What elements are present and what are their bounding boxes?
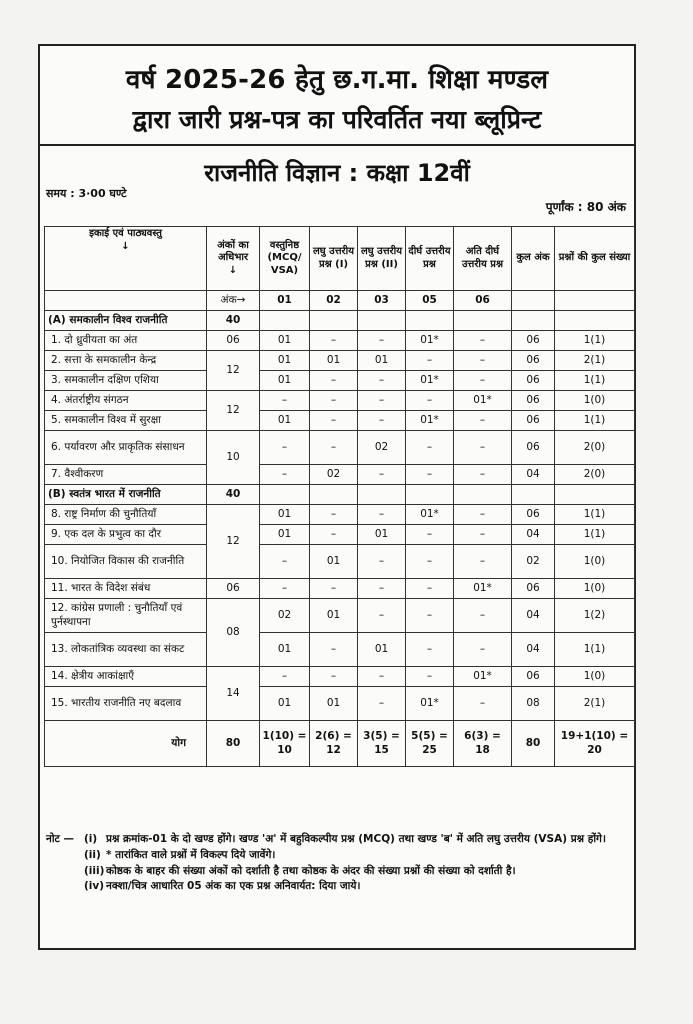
table-cell: 02: [358, 431, 406, 465]
table-cell: –: [310, 525, 358, 545]
table-cell: 06: [512, 579, 555, 599]
table-cell: 01: [260, 411, 310, 431]
table-cell: 05: [406, 291, 454, 311]
table-cell: 19+1(10) = 20: [555, 721, 635, 767]
table-cell: 7. वैश्वीकरण: [45, 465, 207, 485]
table-cell: –: [260, 431, 310, 465]
unit-header-label: इकाई एवं पाठ्यवस्तु: [89, 228, 162, 239]
table-cell: –: [310, 505, 358, 525]
note-item: नोट — (i) प्रश्न क्रमांक-01 के दो खण्ड होंगे। खण्ड 'अ' में बहुविकल्पीय प्रश्न (MCQ) तथा खण्ड 'ब' में अति लघु उत्तरीय (VSA) प्रश्न होंगे।: [46, 832, 626, 848]
table-cell: –: [406, 391, 454, 411]
table-cell: [260, 311, 310, 331]
weight-header-label: अंकों का अधिभार: [217, 239, 249, 264]
table-cell: –: [358, 687, 406, 721]
table-cell: –: [260, 667, 310, 687]
mcq-header: वस्तुनिष्ठ (MCQ/ VSA): [260, 227, 310, 291]
table-cell: 01*: [406, 411, 454, 431]
count-header: प्रश्नों की कुल संख्या: [555, 227, 635, 291]
table-cell: –: [310, 391, 358, 411]
table-cell: 4. अंतर्राष्ट्रीय संगठन: [45, 391, 207, 411]
section-a-label: (A) समकालीन विश्व राजनीति: [45, 311, 207, 331]
table-cell: 8. राष्ट्र निर्माण की चुनौतियाँ: [45, 505, 207, 525]
table-cell: 2(6) = 12: [310, 721, 358, 767]
table-cell: 06: [207, 579, 260, 599]
table-cell: 06: [512, 411, 555, 431]
table-cell: [358, 485, 406, 505]
table-cell: 1(2): [555, 599, 635, 633]
table-cell: 01: [260, 291, 310, 311]
table-cell: 01: [260, 371, 310, 391]
table-cell: [45, 291, 207, 311]
table-cell: –: [454, 505, 512, 525]
table-row: [45, 351, 635, 371]
weight-header: [207, 227, 260, 291]
title-line-2: द्वारा जारी प्रश्न-पत्र का परिवर्तित नया ब्लूप्रिन्ट: [132, 105, 542, 134]
table-cell: 6(3) = 18: [454, 721, 512, 767]
table-cell: 08: [512, 687, 555, 721]
table-cell: 1(1): [555, 633, 635, 667]
table-cell: 06: [512, 505, 555, 525]
table-row: [45, 505, 635, 525]
table-row: [45, 465, 635, 485]
table-cell: 11. भारत के विदेश संबंध: [45, 579, 207, 599]
marks-label: अंक→: [207, 291, 260, 311]
table-cell: 1(0): [555, 391, 635, 411]
table-cell: –: [260, 465, 310, 485]
table-cell: –: [454, 331, 512, 351]
table-cell: –: [310, 579, 358, 599]
blueprint-page: [38, 44, 636, 950]
table-cell: 06: [512, 351, 555, 371]
table-cell: 01: [310, 687, 358, 721]
table-cell: 1. दो ध्रुवीयता का अंत: [45, 331, 207, 351]
table-cell: –: [310, 667, 358, 687]
table-cell: –: [358, 599, 406, 633]
table-cell: 01*: [454, 391, 512, 411]
table-cell: 01: [260, 633, 310, 667]
table-cell: 01*: [454, 667, 512, 687]
header-row: [45, 227, 635, 291]
table-cell: 01*: [454, 579, 512, 599]
table-cell: 02: [260, 599, 310, 633]
table-cell: 2. सत्ता के समकालीन केन्द्र: [45, 351, 207, 371]
table-cell: [555, 311, 635, 331]
table-cell: 06: [454, 291, 512, 311]
table-cell: 01: [358, 525, 406, 545]
table-cell: 6. पर्यावरण और प्राकृतिक संसाधन: [45, 431, 207, 465]
table-row: [45, 391, 635, 411]
table-cell: –: [358, 331, 406, 351]
table-cell: 5. समकालीन विश्व में सुरक्षा: [45, 411, 207, 431]
table-cell: –: [358, 667, 406, 687]
table-cell: [310, 311, 358, 331]
table-cell: [555, 291, 635, 311]
subject-heading: राजनीति विज्ञान : कक्षा 12वीं: [204, 159, 470, 187]
table-cell: 02: [310, 465, 358, 485]
table-cell: –: [358, 545, 406, 579]
notes-section: [46, 832, 626, 895]
table-cell: –: [406, 431, 454, 465]
table-cell: –: [454, 545, 512, 579]
table-cell: 01: [260, 687, 310, 721]
table-row: [45, 667, 635, 687]
table-cell: 01*: [406, 505, 454, 525]
table-cell: [512, 311, 555, 331]
table-cell: –: [358, 411, 406, 431]
table-cell: 06: [512, 331, 555, 351]
table-cell: 9. एक दल के प्रभुत्व का दौर: [45, 525, 207, 545]
table-cell: 80: [512, 721, 555, 767]
table-cell: 12. कांग्रेस प्रणाली : चुनौतियाँ एवं पुर्नस्थापना: [45, 599, 207, 633]
table-cell: 14. क्षेत्रीय आकांक्षाएँ: [45, 667, 207, 687]
table-cell: 14: [207, 667, 260, 721]
table-cell: –: [310, 331, 358, 351]
total-label: योग: [45, 721, 207, 767]
table-cell: [454, 311, 512, 331]
table-cell: 1(1): [555, 331, 635, 351]
table-cell: 06: [512, 391, 555, 411]
table-cell: 1(10) = 10: [260, 721, 310, 767]
table-cell: 06: [512, 431, 555, 465]
table-cell: –: [454, 465, 512, 485]
notes-prefix: नोट —: [46, 833, 74, 845]
note-item: (iii) कोष्ठक के बाहर की संख्या अंकों को दर्शाती है तथा कोष्ठक के अंदर की संख्या प्रश्नों की संख्या को दर्शाती है।: [84, 864, 516, 877]
total-marks: पूर्णांक : 80 अंक: [545, 200, 626, 214]
table-row: [45, 545, 635, 579]
table-cell: 1(0): [555, 579, 635, 599]
table-row: [45, 687, 635, 721]
table-cell: 12: [207, 351, 260, 391]
table-cell: 04: [512, 599, 555, 633]
table-cell: 01*: [406, 371, 454, 391]
section-a-row: [45, 311, 635, 331]
table-cell: 1(1): [555, 505, 635, 525]
table-cell: 04: [512, 525, 555, 545]
table-cell: –: [454, 525, 512, 545]
table-cell: 5(5) = 25: [406, 721, 454, 767]
table-cell: 01: [310, 351, 358, 371]
table-cell: 01: [358, 633, 406, 667]
table-cell: 1(1): [555, 525, 635, 545]
table-cell: –: [260, 391, 310, 411]
table-cell: [454, 485, 512, 505]
title-divider: [40, 144, 634, 146]
unit-header: [45, 227, 207, 291]
table-cell: 10: [207, 431, 260, 485]
note-item: (iv) नक्शा/चित्र आधारित 05 अंक का एक प्रश्न अनिवार्यत: दिया जाये।: [84, 880, 361, 893]
table-cell: –: [454, 633, 512, 667]
table-cell: 1(1): [555, 411, 635, 431]
table-cell: –: [454, 599, 512, 633]
table-cell: 01: [310, 545, 358, 579]
table-cell: 15. भारतीय राजनीति नए बदलाव: [45, 687, 207, 721]
table-row: [45, 411, 635, 431]
table-cell: –: [310, 633, 358, 667]
table-cell: [512, 485, 555, 505]
section-b-row: [45, 485, 635, 505]
table-cell: –: [358, 465, 406, 485]
marks-per-question-row: [45, 291, 635, 311]
table-cell: 3(5) = 15: [358, 721, 406, 767]
table-cell: –: [406, 579, 454, 599]
table-cell: 12: [207, 505, 260, 579]
sa2-header: लघु उत्तरीय प्रश्न (II): [358, 227, 406, 291]
table-cell: –: [406, 667, 454, 687]
table-cell: 40: [207, 485, 260, 505]
total-header: कुल अंक: [512, 227, 555, 291]
table-cell: –: [454, 411, 512, 431]
down-arrow-icon: ↓: [228, 264, 238, 276]
table-cell: –: [260, 579, 310, 599]
table-cell: 01*: [406, 687, 454, 721]
table-cell: –: [406, 599, 454, 633]
table-cell: 02: [512, 545, 555, 579]
table-row: [45, 371, 635, 391]
table-cell: 01: [260, 351, 310, 371]
exam-time: समय : 3·00 घण्टे: [46, 187, 127, 200]
table-cell: –: [358, 579, 406, 599]
table-cell: 3. समकालीन दक्षिण एशिया: [45, 371, 207, 391]
table-row: [45, 599, 635, 633]
table-cell: 01: [260, 505, 310, 525]
table-cell: 06: [207, 331, 260, 351]
table-cell: 06: [512, 371, 555, 391]
table-cell: –: [358, 391, 406, 411]
down-arrow-icon: ↓: [121, 240, 130, 252]
table-cell: –: [454, 687, 512, 721]
table-cell: [260, 485, 310, 505]
table-row: [45, 633, 635, 667]
table-cell: –: [454, 371, 512, 391]
table-cell: 1(1): [555, 371, 635, 391]
table-cell: 02: [310, 291, 358, 311]
la-header: दीर्घ उत्तरीय प्रश्न: [406, 227, 454, 291]
table-row: [45, 525, 635, 545]
note-item: (ii) * तारांकित वाले प्रश्नों में विकल्प दिये जावेंगे।: [84, 848, 276, 861]
table-cell: –: [260, 545, 310, 579]
table-cell: 10. नियोजित विकास की राजनीति: [45, 545, 207, 579]
table-cell: –: [310, 431, 358, 465]
table-cell: 06: [512, 667, 555, 687]
table-cell: [512, 291, 555, 311]
table-cell: 1(0): [555, 545, 635, 579]
table-row: [45, 579, 635, 599]
table-cell: 03: [358, 291, 406, 311]
section-b-label: (B) स्वतंत्र भारत में राजनीति: [45, 485, 207, 505]
table-cell: [358, 311, 406, 331]
vla-header: अति दीर्घ उत्तरीय प्रश्न: [454, 227, 512, 291]
table-cell: [406, 311, 454, 331]
table-cell: 2(0): [555, 465, 635, 485]
table-cell: 13. लोकतांत्रिक व्यवस्था का संकट: [45, 633, 207, 667]
table-cell: –: [406, 633, 454, 667]
table-cell: 01*: [406, 331, 454, 351]
table-cell: 40: [207, 311, 260, 331]
table-cell: 80: [207, 721, 260, 767]
table-cell: –: [358, 371, 406, 391]
table-cell: 2(0): [555, 431, 635, 465]
table-cell: 01: [310, 599, 358, 633]
table-cell: –: [310, 411, 358, 431]
table-cell: –: [406, 465, 454, 485]
table-cell: [555, 485, 635, 505]
table-cell: 04: [512, 465, 555, 485]
table-cell: 01: [358, 351, 406, 371]
table-cell: 04: [512, 633, 555, 667]
blueprint-table: [44, 226, 635, 767]
table-row: [45, 331, 635, 351]
table-cell: 01: [260, 525, 310, 545]
total-row: [45, 721, 635, 767]
title-line-1: वर्ष 2025-26 हेतु छ.ग.मा. शिक्षा मण्डल: [125, 65, 549, 95]
table-cell: [406, 485, 454, 505]
table-cell: –: [358, 505, 406, 525]
table-cell: –: [406, 545, 454, 579]
table-cell: 12: [207, 391, 260, 431]
table-cell: 2(1): [555, 351, 635, 371]
table-cell: 08: [207, 599, 260, 667]
sa1-header: लघु उत्तरीय प्रश्न (I): [310, 227, 358, 291]
table-cell: 01: [260, 331, 310, 351]
table-cell: –: [310, 371, 358, 391]
table-cell: [310, 485, 358, 505]
table-cell: –: [454, 351, 512, 371]
table-cell: –: [406, 351, 454, 371]
table-cell: 1(0): [555, 667, 635, 687]
table-row: [45, 431, 635, 465]
table-cell: –: [406, 525, 454, 545]
table-cell: –: [454, 431, 512, 465]
table-cell: 2(1): [555, 687, 635, 721]
